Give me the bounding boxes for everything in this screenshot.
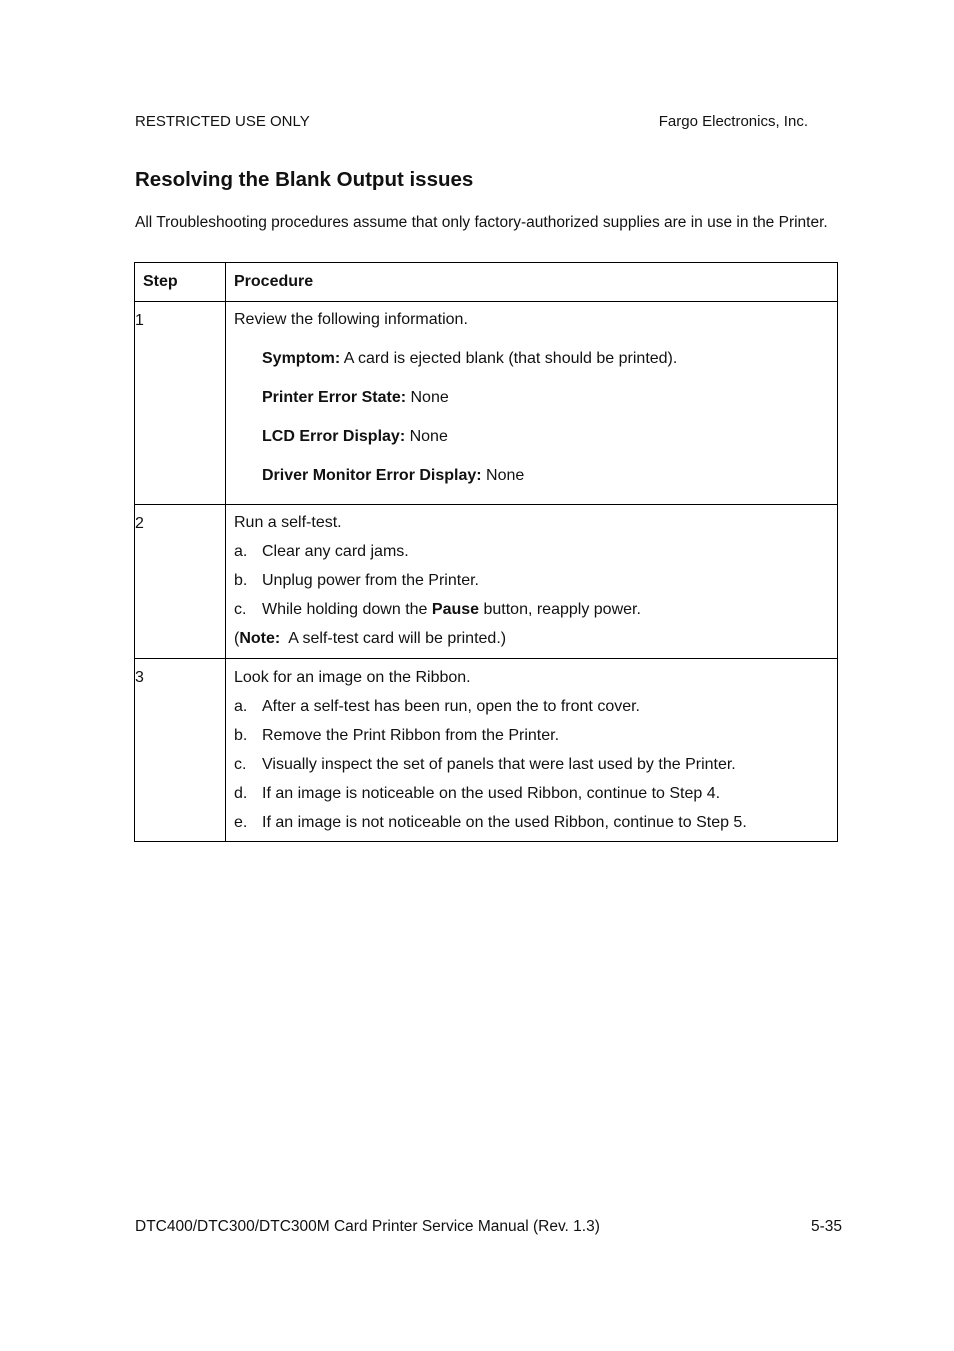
list-text-pre: While holding down the [262,601,432,618]
pause-keyword: Pause [431,601,480,618]
list-letter: e. [234,814,248,831]
note-line [234,629,829,649]
procedure-cell [226,659,838,842]
intro-paragraph: All Troubleshooting procedures assume that only factory-authorized supplies are in use in the Printer. [135,214,828,231]
list-item [234,726,829,746]
procedure-lead: Run a self-test. [234,514,342,531]
step-column-header: Step [135,263,226,302]
step-number: 2 [135,505,226,659]
list-item [234,600,829,620]
procedure-lead: Look for an image on the Ribbon. [234,669,471,686]
procedure-column-header: Procedure [226,263,838,302]
list-letter: b. [234,727,248,744]
list-text: Unplug power from the Printer. [262,572,479,589]
driver-error-value: None [481,467,525,484]
driver-error-line [234,466,829,486]
running-footer-left: DTC400/DTC300/DTC300M Card Printer Service Manual (Rev. 1.3) [135,1218,600,1235]
list-letter: b. [234,572,248,589]
step-number: 3 [135,659,226,842]
procedure-cell [226,302,838,505]
list-item [234,542,829,562]
printer-error-label: Printer Error State: [262,389,407,406]
lcd-error-value: None [405,428,448,445]
list-text-post: button, reapply power. [479,601,641,618]
list-item [234,755,829,775]
list-text: If an image is not noticeable on the used Ribbon, continue to Step 5. [262,814,747,831]
note-text: A self-test card will be printed.) [280,630,507,647]
running-header-right: Fargo Electronics, Inc. [658,113,808,130]
lcd-error-line [234,427,829,447]
list-text: After a self-test has been run, open the to front cover. [262,698,640,715]
list-letter: a. [234,543,248,560]
page-number: 5-35 [810,1218,842,1235]
table-row [135,505,838,659]
list-item [234,813,829,833]
list-text: Clear any card jams. [262,543,409,560]
list-letter: a. [234,698,248,715]
note-open-paren: ( [234,630,240,647]
list-letter: c. [234,756,247,773]
printer-error-line [234,388,829,408]
symptom-line [234,349,829,369]
running-header-left: RESTRICTED USE ONLY [135,113,310,130]
section-title: Resolving the Blank Output issues [135,168,474,191]
list-text: Remove the Print Ribbon from the Printer. [262,727,560,744]
driver-error-label: Driver Monitor Error Display: [262,467,482,484]
note-label: Note: [239,630,281,647]
list-letter: d. [234,785,248,802]
printer-error-value: None [406,389,449,406]
lcd-error-label: LCD Error Display: [262,428,406,445]
list-item [234,697,829,717]
list-item [234,784,829,804]
procedure-table [134,262,838,842]
list-text [262,600,641,620]
list-text: Visually inspect the set of panels that were last used by the Printer. [262,756,736,773]
procedure-lead: Review the following information. [234,311,468,328]
list-text: If an image is noticeable on the used Ribbon, continue to Step 4. [262,785,721,802]
table-header-row [135,263,838,302]
step-number: 1 [135,302,226,505]
table-row [135,302,838,505]
symptom-label: Symptom: [262,350,341,367]
table-row [135,659,838,842]
list-item [234,571,829,591]
symptom-value: A card is ejected blank (that should be printed). [340,350,678,367]
list-letter: c. [234,601,247,618]
procedure-cell [226,505,838,659]
